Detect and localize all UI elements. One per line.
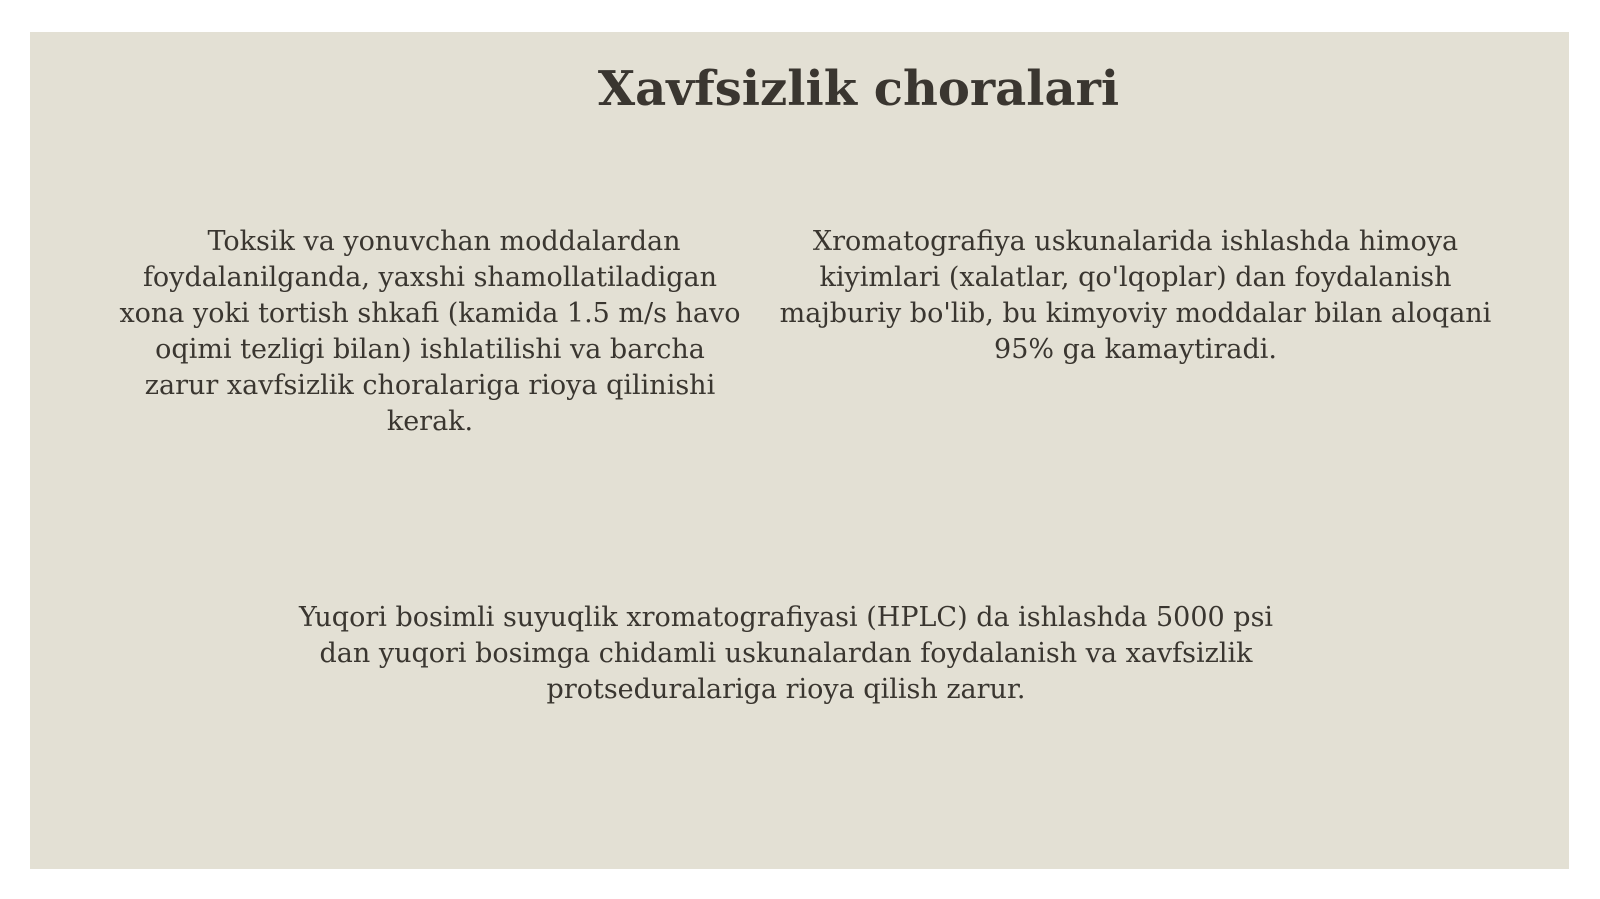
paragraph-protective-clothing: Xromatografiya uskunalarida ishlashda himoya kiyimlari (xalatlar, qo'lqoplar) dan foydalanish majburiy bo'lib, bu kimyoviy moddalar bilan aloqani 95% ga kamaytiradi. [779, 226, 1492, 365]
slide [30, 32, 1569, 869]
paragraph-ventilation: Toksik va yonuvchan moddalardan foydalanilganda, yaxshi shamollatiladigan xona yoki tortish shkafi (kamida 1.5 m/s havo oqimi tezligi bilan) ishlatilishi va barcha zarur xavfsizlik choralariga rioya qilinishi kerak. [119, 226, 741, 437]
slide-title: Xavfsizlik choralari [597, 61, 1120, 117]
paragraph-hplc-pressure: Yuqori bosimli suyuqlik xromatografiyasi (HPLC) da ishlashda 5000 psi dan yuqori bosimga chidamli uskunalardan foydalanish va xavfsizlik protseduralariga rioya qilish zarur. [298, 602, 1274, 705]
